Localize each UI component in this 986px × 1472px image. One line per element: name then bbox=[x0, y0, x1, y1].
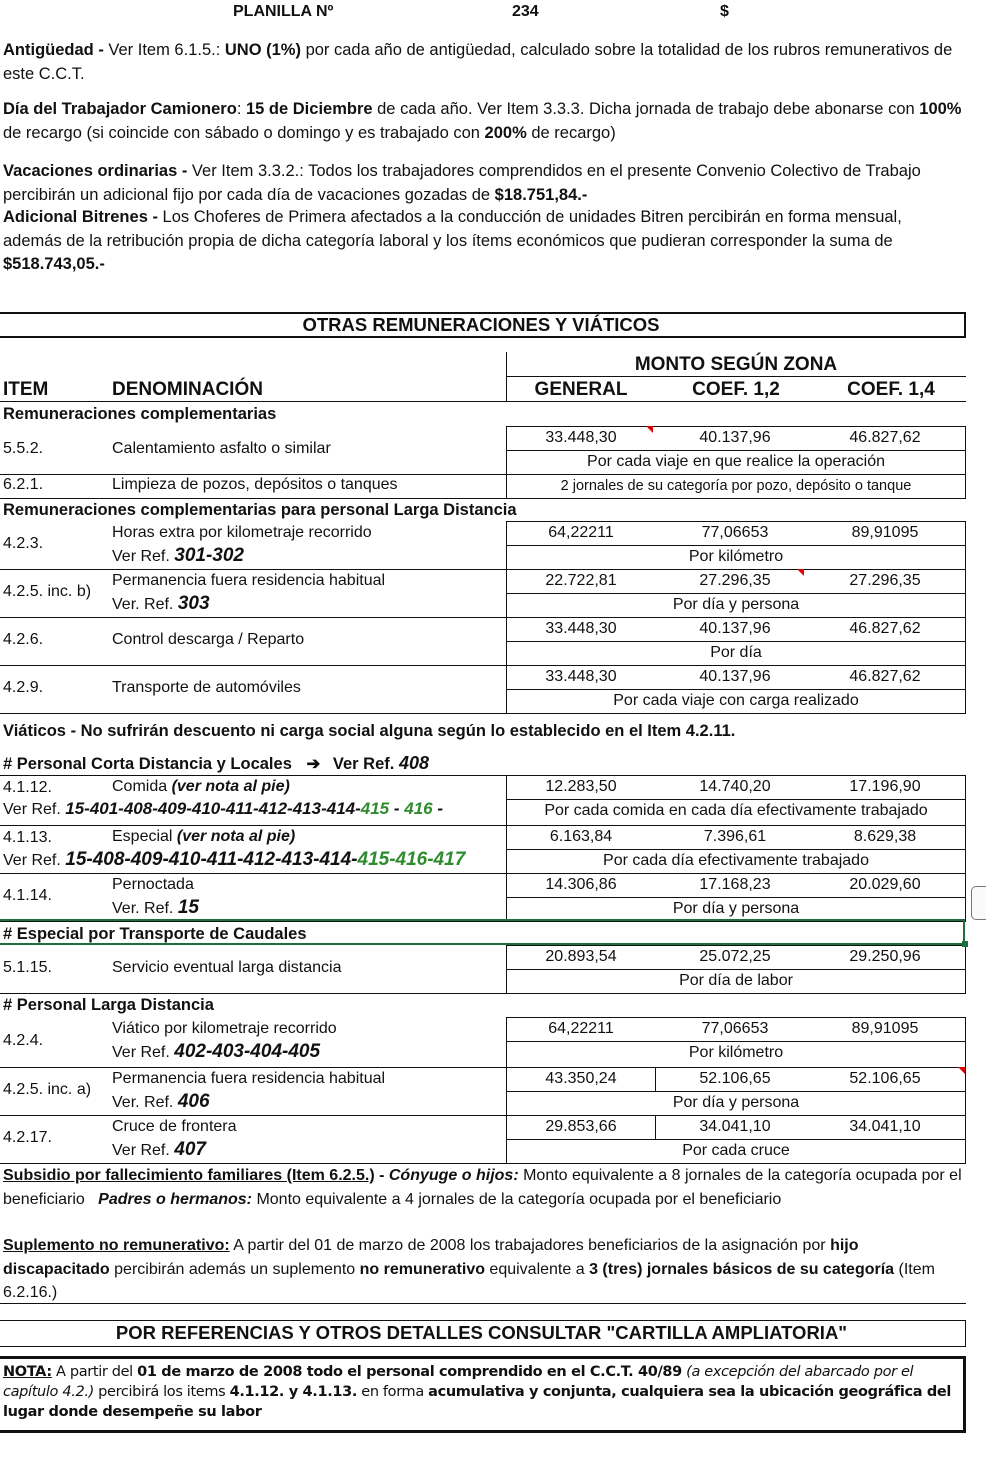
row-name bbox=[112, 1020, 337, 1038]
row-ref bbox=[112, 545, 244, 567]
divider bbox=[506, 641, 966, 642]
section-viaticos: Viáticos - No sufrirán descuento ni carga social alguna según lo establecido en el Item 4.2.11. bbox=[3, 722, 736, 740]
ref-number: 416 bbox=[404, 799, 433, 818]
row-note: Por día y persona bbox=[672, 900, 800, 917]
row-note: Por cada día efectivamente trabajado bbox=[603, 852, 869, 869]
divider bbox=[0, 775, 966, 776]
divider bbox=[506, 521, 966, 522]
text: Padres o hermanos: bbox=[98, 1190, 252, 1208]
text: 100% bbox=[919, 100, 962, 118]
value-coef14: 27.296,35 bbox=[849, 572, 921, 589]
row-item: 4.2.9. bbox=[3, 679, 44, 696]
text: Ver Ref. bbox=[112, 1142, 175, 1159]
planilla-label: PLANILLA Nº bbox=[233, 3, 334, 20]
value-coef14: 46.827,62 bbox=[849, 429, 921, 446]
value-general: 64,22211 bbox=[548, 524, 614, 541]
ref-number: 15-401-408-409-410-411-412-413-414- bbox=[65, 799, 361, 818]
ref-number: 415-416-417 bbox=[357, 849, 466, 870]
divider bbox=[0, 713, 966, 714]
text: Especial bbox=[112, 828, 177, 845]
row-ref bbox=[3, 849, 465, 871]
divider bbox=[506, 1091, 966, 1092]
text: percibirá los items bbox=[93, 1384, 230, 1400]
divider bbox=[506, 849, 966, 850]
fill-handle[interactable] bbox=[962, 941, 968, 947]
divider bbox=[506, 945, 966, 946]
text: Ver. Ref. bbox=[112, 596, 178, 613]
value-coef12: 77,06653 bbox=[701, 524, 769, 541]
text: Ver Item 3.3.2.: Todos los trabajadores comprendidos en el presente Convenio Colectivo de Trabajo percibirán un adicional fijo por cada día de vacaciones gozadas de bbox=[3, 162, 921, 204]
text: Cónyuge o hijos: bbox=[388, 1167, 519, 1184]
vacaciones-title: Vacaciones ordinarias - bbox=[3, 162, 188, 180]
divider bbox=[506, 545, 966, 546]
divider bbox=[0, 825, 966, 826]
value-coef12: 34.041,10 bbox=[699, 1118, 771, 1135]
text: Monto equivalente a 8 jornales de la categoría ocupada por el beneficiario bbox=[3, 1167, 967, 1208]
row-item: 4.2.17. bbox=[3, 1129, 52, 1146]
row-note: Por cada comida en cada día efectivamente trabajado bbox=[544, 802, 928, 819]
text: de cada año. Ver Item 3.3.3. Dicha jornada de trabajo debe abonarse con bbox=[372, 100, 920, 118]
col-general-header: GENERAL bbox=[534, 379, 628, 400]
row-item: 5.1.15. bbox=[3, 959, 52, 976]
text: Permanencia fuera residencia habitual bbox=[112, 1070, 386, 1087]
value-coef14: 89,91095 bbox=[851, 524, 919, 541]
divider bbox=[506, 689, 966, 690]
suplemento-title: Suplemento no remunerativo: bbox=[3, 1237, 230, 1254]
divider bbox=[506, 1067, 966, 1068]
row-note: Por cada cruce bbox=[682, 1142, 790, 1159]
value-coef12: 52.106,65 bbox=[699, 1070, 771, 1087]
value-coef14: 8.629,38 bbox=[853, 828, 917, 845]
value-coef14: 29.250,96 bbox=[849, 948, 921, 965]
text: : bbox=[236, 100, 246, 118]
row-name: Limpieza de pozos, depósitos o tanques bbox=[112, 476, 398, 493]
text: Ver Ref. bbox=[3, 801, 66, 818]
divider bbox=[506, 665, 966, 666]
value-coef12: 25.072,25 bbox=[699, 948, 771, 965]
row-name bbox=[112, 828, 295, 846]
text: Cruce de frontera bbox=[112, 1118, 237, 1135]
text: - bbox=[389, 799, 405, 818]
value-coef12: 27.296,35 bbox=[699, 572, 771, 589]
suplemento-paragraph bbox=[3, 1234, 963, 1305]
text: hijo discapacitado bbox=[3, 1237, 859, 1278]
text: 4.1.12. y 4.1.13. bbox=[229, 1384, 357, 1400]
value-coef14: 52.106,65 bbox=[849, 1070, 921, 1087]
row-note: Por día y persona bbox=[672, 1094, 800, 1111]
divider bbox=[506, 450, 966, 451]
col-coef14-header: COEF. 1,4 bbox=[847, 379, 935, 400]
divider bbox=[0, 498, 966, 499]
section-larga-distancia: # Personal Larga Distancia bbox=[3, 996, 214, 1014]
text: Ver. Ref. bbox=[112, 1094, 178, 1111]
value-general: 22.722,81 bbox=[545, 572, 617, 589]
value-coef12: 40.137,96 bbox=[699, 620, 771, 637]
nota-paragraph bbox=[3, 1362, 963, 1422]
text: A partir del bbox=[51, 1364, 138, 1380]
nota-label: NOTA: bbox=[3, 1364, 52, 1380]
value-coef12: 40.137,96 bbox=[699, 429, 771, 446]
vacaciones-paragraph bbox=[3, 160, 963, 207]
text: - bbox=[374, 1167, 389, 1184]
selected-cell-outline[interactable] bbox=[0, 919, 965, 945]
row-ref bbox=[112, 897, 199, 919]
row-note: Por cada viaje con carga realizado bbox=[613, 692, 859, 709]
value-coef14: 89,91095 bbox=[851, 1020, 919, 1037]
bitrenes-title: Adicional Bitrenes - bbox=[3, 208, 158, 226]
section-rem-comp: Remuneraciones complementarias bbox=[3, 405, 277, 423]
divider bbox=[506, 799, 966, 800]
value-coef12: 7.396,61 bbox=[703, 828, 767, 845]
section-rem-larga: Remuneraciones complementarias para personal Larga Distancia bbox=[3, 501, 517, 519]
ref-number: 303 bbox=[177, 593, 210, 614]
value-coef14: 46.827,62 bbox=[849, 668, 921, 685]
col-item-header: ITEM bbox=[3, 379, 49, 400]
value-coef12: 77,06653 bbox=[701, 1020, 769, 1037]
value-general: 43.350,24 bbox=[545, 1070, 617, 1087]
value-general: 12.283,50 bbox=[545, 778, 617, 795]
row-ref bbox=[112, 1139, 206, 1161]
row-item: 6.2.1. bbox=[3, 476, 44, 493]
row-note: Por día de labor bbox=[679, 972, 793, 989]
text: Permanencia fuera residencia habitual bbox=[112, 572, 386, 589]
text: acumulativa y conjunta, cualquiera sea la ubicación geográfica del lugar donde desempeñe su labor bbox=[3, 1384, 951, 1420]
row-item: 4.2.5. inc. a) bbox=[3, 1081, 92, 1098]
row-name bbox=[112, 1070, 385, 1088]
text: (Item 6.2.16.) bbox=[3, 1260, 935, 1301]
divider bbox=[506, 1041, 966, 1042]
col-denominacion-header: DENOMINACIÓN bbox=[112, 379, 263, 400]
value-coef12: 40.137,96 bbox=[699, 668, 771, 685]
value-general: 6.163,84 bbox=[549, 828, 613, 845]
row-ref bbox=[112, 593, 210, 615]
text: Ver Ref. bbox=[112, 1044, 175, 1061]
row-ref bbox=[112, 1041, 320, 1063]
text: Ver Ref. bbox=[112, 548, 175, 565]
text: 01 de marzo de 2008 todo el personal comprendido en el C.C.T. 40/89 bbox=[137, 1364, 682, 1380]
ref-number: 415 bbox=[360, 799, 390, 818]
row-name bbox=[112, 572, 385, 590]
row-name bbox=[112, 524, 372, 542]
text: Comida bbox=[112, 778, 172, 795]
row-item: 4.2.5. inc. b) bbox=[3, 583, 92, 600]
text: percibirán además un suplemento bbox=[109, 1260, 360, 1278]
comment-marker bbox=[958, 1067, 965, 1074]
ref-number: 15 bbox=[177, 897, 199, 918]
value-coef14: 17.196,90 bbox=[849, 778, 921, 795]
dia-trabajador-paragraph bbox=[3, 98, 963, 145]
text: Los Choferes de Primera afectados a la conducción de unidades Bitren percibirán en forma mensual, además de la retribución propia de dicha categoría laboral y los ítems económicos que pudieran corresponder la suma de bbox=[3, 208, 902, 250]
currency-symbol: $ bbox=[720, 3, 729, 20]
value-coef14: 46.827,62 bbox=[849, 620, 921, 637]
value-coef14: 34.041,10 bbox=[849, 1118, 921, 1135]
text: $18.751,84.- bbox=[494, 185, 588, 204]
planilla-number: 234 bbox=[512, 3, 539, 20]
ref-number: 408 bbox=[398, 753, 429, 773]
comment-marker bbox=[646, 426, 653, 433]
text: de recargo (si coincide con sábado o domingo y es trabajado con bbox=[3, 123, 485, 142]
value-general: 33.448,30 bbox=[545, 668, 617, 685]
row-name: Calentamiento asfalto o similar bbox=[112, 440, 331, 457]
section-corta-distancia bbox=[3, 753, 429, 774]
divider bbox=[506, 376, 966, 377]
divider bbox=[506, 1115, 966, 1116]
text: equivalente a bbox=[484, 1260, 590, 1278]
text: # Personal Corta Distancia y Locales bbox=[3, 755, 292, 773]
divider bbox=[506, 617, 966, 618]
value-coef12: 14.740,20 bbox=[699, 778, 771, 795]
value-general: 14.306,86 bbox=[545, 876, 617, 893]
value-general: 33.448,30 bbox=[545, 429, 617, 446]
text: Viático por kilometraje recorrido bbox=[112, 1020, 337, 1037]
antiguedad-title: Antigüedad - bbox=[3, 41, 104, 59]
text: Ver Ref. bbox=[3, 852, 66, 869]
value-general: 20.893,54 bbox=[545, 948, 617, 965]
text: no remunerativo bbox=[359, 1260, 485, 1278]
ref-number: 301-302 bbox=[174, 545, 244, 566]
text: 200% bbox=[484, 123, 527, 142]
divider bbox=[0, 993, 966, 994]
col-coef12-header: COEF. 1,2 bbox=[692, 379, 780, 400]
row-ref bbox=[112, 1091, 210, 1113]
arrow-right-icon: ➔ bbox=[306, 755, 321, 773]
text: en forma bbox=[357, 1384, 429, 1400]
row-note: Por día bbox=[710, 644, 762, 661]
value-general: 33.448,30 bbox=[545, 620, 617, 637]
value-general: 29.853,66 bbox=[545, 1118, 617, 1135]
divider bbox=[506, 569, 966, 570]
ref-number: 15-408-409-410-411-412-413-414- bbox=[65, 849, 358, 870]
text: (ver nota al pie) bbox=[176, 828, 296, 845]
divider bbox=[506, 1139, 966, 1140]
dia-trabajador-title: Día del Trabajador Camionero bbox=[3, 100, 237, 118]
divider bbox=[506, 1017, 966, 1018]
text: por cada año de antigüedad, calculado sobre la totalidad de los rubros remunerativos de este C.C.T. bbox=[3, 41, 953, 83]
bitrenes-paragraph bbox=[3, 206, 963, 277]
row-name bbox=[112, 1118, 237, 1136]
text: (a excepción del abarcado por el capítulo 4.2.) bbox=[3, 1364, 914, 1400]
value-general: 64,22211 bbox=[548, 1020, 614, 1037]
ref-number: 402-403-404-405 bbox=[174, 1041, 321, 1062]
divider bbox=[506, 969, 966, 970]
text: Ver Ref. bbox=[332, 755, 395, 773]
divider bbox=[0, 1303, 966, 1304]
row-item: 4.2.6. bbox=[3, 631, 44, 648]
row-item: 4.1.12. bbox=[3, 779, 52, 796]
text: 3 (tres) jornales básicos de su categoría bbox=[589, 1260, 895, 1278]
side-panel-tab[interactable] bbox=[971, 886, 986, 920]
comment-marker bbox=[797, 569, 804, 576]
divider bbox=[506, 593, 966, 594]
text: $518.743,05.- bbox=[3, 255, 105, 273]
subsidio-title: Subsidio por fallecimiento familiares (Item 6.2.5.) bbox=[3, 1167, 375, 1184]
text: Pernoctada bbox=[112, 876, 194, 893]
row-note: Por kilómetro bbox=[688, 548, 784, 565]
value-coef14: 20.029,60 bbox=[849, 876, 921, 893]
table-title: OTRAS REMUNERACIONES Y VIÁTICOS bbox=[0, 312, 966, 338]
row-note: Por cada viaje en que realice la operación bbox=[587, 453, 885, 470]
monto-zona-header: MONTO SEGÚN ZONA bbox=[634, 354, 838, 375]
text: de recargo) bbox=[526, 123, 616, 142]
value-coef12: 17.168,23 bbox=[699, 876, 771, 893]
divider bbox=[506, 474, 966, 475]
row-name: Control descarga / Reparto bbox=[112, 631, 305, 648]
row-name: Servicio eventual larga distancia bbox=[112, 959, 342, 976]
row-item: 4.1.14. bbox=[3, 887, 52, 904]
divider bbox=[506, 897, 966, 898]
row-name: Transporte de automóviles bbox=[112, 679, 301, 696]
text: 15 de Diciembre bbox=[245, 100, 373, 118]
divider bbox=[506, 873, 966, 874]
divider bbox=[506, 426, 966, 427]
text: A partir del 01 de marzo de 2008 los trabajadores beneficiarios de la asignación por bbox=[229, 1237, 831, 1254]
section-caudales: # Especial por Transporte de Caudales bbox=[3, 925, 307, 943]
text: (ver nota al pie) bbox=[171, 778, 290, 795]
cartilla-notice: POR REFERENCIAS Y OTROS DETALLES CONSULTAR "CARTILLA AMPLIATORIA" bbox=[0, 1320, 966, 1347]
text: UNO (1%) bbox=[224, 41, 301, 59]
ref-number: 406 bbox=[177, 1091, 210, 1112]
ref-number: 407 bbox=[174, 1139, 206, 1160]
text: Ver. Ref. bbox=[112, 900, 178, 917]
subsidio-paragraph bbox=[3, 1164, 967, 1211]
row-note: Por día y persona bbox=[672, 596, 800, 613]
row-note: 2 jornales de su categoría por pozo, depósito o tanque bbox=[560, 478, 912, 494]
row-name bbox=[112, 876, 194, 894]
row-name bbox=[112, 778, 290, 796]
text: Horas extra por kilometraje recorrido bbox=[112, 524, 372, 541]
text: - bbox=[432, 799, 444, 818]
row-ref bbox=[3, 799, 443, 819]
row-item: 4.2.4. bbox=[3, 1032, 44, 1049]
row-item: 4.2.3. bbox=[3, 535, 44, 552]
row-note: Por kilómetro bbox=[688, 1044, 784, 1061]
text: Ver Item 6.1.5.: bbox=[103, 41, 225, 59]
row-item: 5.5.2. bbox=[3, 440, 44, 457]
divider bbox=[0, 401, 966, 402]
antiguedad-paragraph bbox=[3, 39, 963, 86]
row-item: 4.1.13. bbox=[3, 829, 52, 846]
text: Monto equivalente a 4 jornales de la categoría ocupada por el beneficiario bbox=[252, 1190, 782, 1208]
